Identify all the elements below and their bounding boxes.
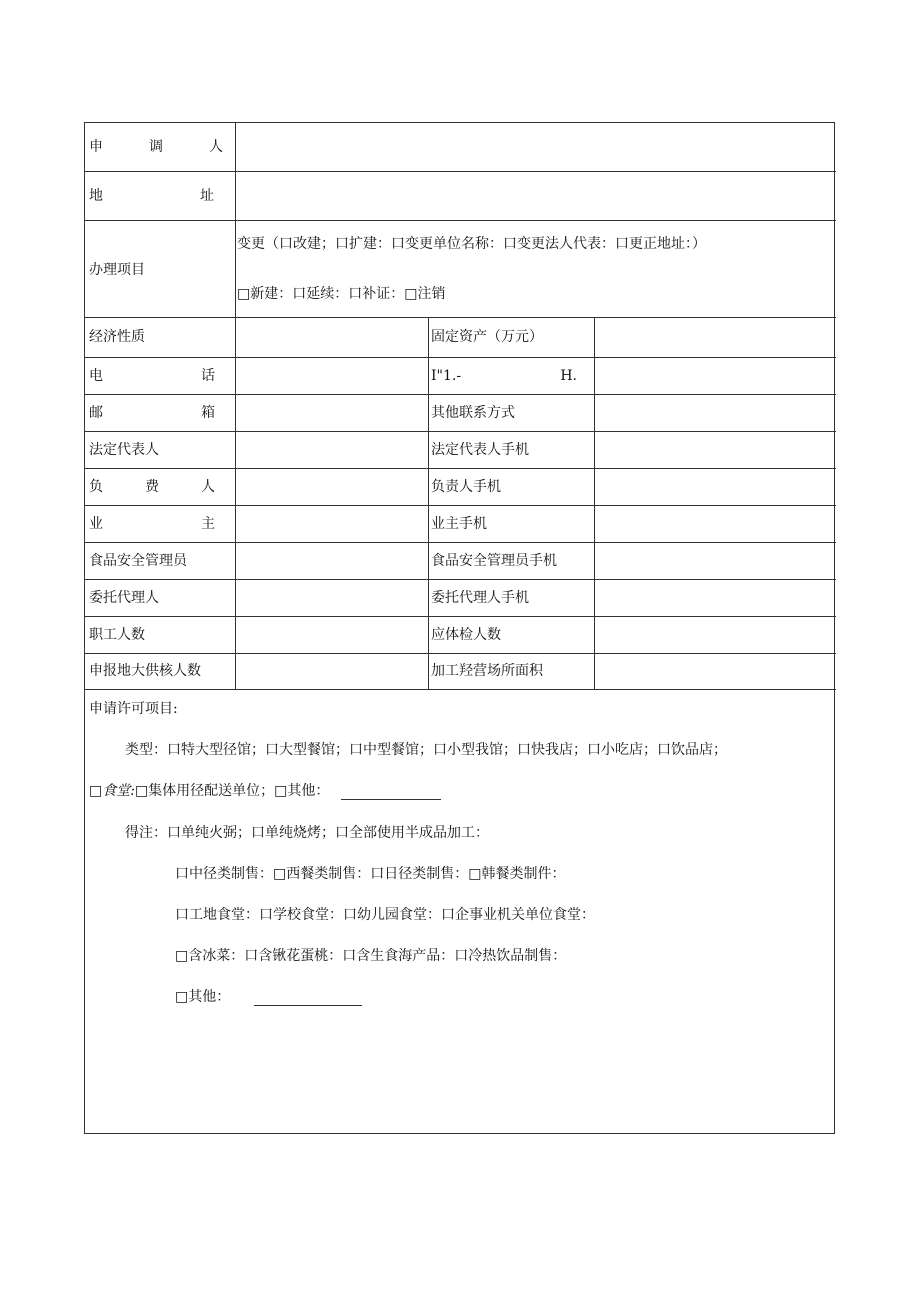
canteen-prefix: □食堂: xyxy=(89,783,135,799)
row-7-label: 委托代理人 xyxy=(89,590,159,606)
row-1-label xyxy=(89,367,215,385)
row-4-right-value[interactable] xyxy=(595,469,835,505)
row-9-right-label: 加工羟营场所面积 xyxy=(431,663,543,679)
row-4-right-label: 负责人手机 xyxy=(431,479,501,495)
label-char: 人 xyxy=(201,479,215,495)
label-char: 箱 xyxy=(201,405,215,421)
row-1-value[interactable] xyxy=(236,358,428,394)
row-5-label xyxy=(89,515,215,533)
label-char: 业 xyxy=(89,516,103,532)
row-1-right-label xyxy=(431,367,577,385)
label-char: 费 xyxy=(145,479,159,495)
item-label: 办理项目 xyxy=(89,262,145,278)
row-3-label: 法定代表人 xyxy=(89,442,159,458)
label-char: 话 xyxy=(201,368,215,384)
row-7-right-label: 委托代理人手机 xyxy=(431,590,529,606)
row-3-value[interactable] xyxy=(236,432,428,468)
row-7-right-value[interactable] xyxy=(595,580,835,616)
divider xyxy=(85,220,836,221)
label-char: 主 xyxy=(201,516,215,532)
row-4-value[interactable] xyxy=(236,469,428,505)
row-0-label: 经济性质 xyxy=(89,329,145,345)
applicant-label: 申调人 xyxy=(89,139,269,155)
remarks-cuisine[interactable]: 口中径类制售：□西餐类制售：口日径类制售：□韩餐类制件： xyxy=(175,866,566,882)
row-2-right-label: 其他联系方式 xyxy=(431,405,515,421)
divider xyxy=(85,689,836,690)
label-char: I"1.- xyxy=(431,368,462,384)
row-9-value[interactable] xyxy=(236,654,428,689)
permit-canteen[interactable] xyxy=(89,782,441,800)
item-options-new[interactable]: □新建：口延续：口补证：□注销 xyxy=(237,286,446,302)
label-char: 邮 xyxy=(89,405,103,421)
permit-types[interactable]: 类型：口特大型径馆；口大型餐馆；口中型餐馆；口小型我馆；口快我店；口小吃店；口饮品店； xyxy=(125,742,727,758)
row-8-label: 职工人数 xyxy=(89,627,145,643)
permit-title: 申请许可项目: xyxy=(89,701,178,717)
row-6-value[interactable] xyxy=(236,543,428,579)
row-2-value[interactable] xyxy=(236,395,428,431)
row-6-right-label: 食品安全管理员手机 xyxy=(431,553,557,569)
permit-remarks[interactable]: 得注：口单纯火弼；口单纯烧烤；口全部使用半成品加工： xyxy=(125,825,489,841)
remarks-other-label: □其他： xyxy=(175,989,231,1005)
row-2-label xyxy=(89,404,215,422)
row-5-right-label: 业主手机 xyxy=(431,516,487,532)
row-4-label xyxy=(89,478,215,496)
remarks-special-foods[interactable]: □含冰菜：口含锹花蛋桃：口含生食海产品：口冷热饮品制售： xyxy=(175,948,567,964)
address-value[interactable] xyxy=(236,172,835,220)
row-8-right-value[interactable] xyxy=(595,617,835,653)
row-0-right-value[interactable] xyxy=(595,318,835,357)
row-3-right-label: 法定代表人手机 xyxy=(431,442,529,458)
address-label: 地址 xyxy=(89,188,311,204)
row-6-right-value[interactable] xyxy=(595,543,835,579)
row-0-right-label: 固定资产（万元） xyxy=(431,329,543,345)
divider xyxy=(428,317,429,689)
applicant-value[interactable] xyxy=(236,123,835,171)
row-8-value[interactable] xyxy=(236,617,428,653)
application-form xyxy=(84,122,835,1134)
canteen-rest: □集体用径配送单位；□其他： xyxy=(134,783,330,799)
row-2-right-value[interactable] xyxy=(595,395,835,431)
row-5-value[interactable] xyxy=(236,506,428,542)
remarks-other[interactable] xyxy=(175,988,362,1006)
remarks-canteen-types[interactable]: 口工地食堂：口学校食堂：口幼儿园食堂：口企事业机关单位食堂： xyxy=(175,907,595,923)
row-7-value[interactable] xyxy=(236,580,428,616)
row-5-right-value[interactable] xyxy=(595,506,835,542)
row-0-value[interactable] xyxy=(236,318,428,357)
row-9-label: 申报地大供核人数 xyxy=(89,663,201,679)
row-6-label: 食品安全管理员 xyxy=(89,553,187,569)
row-1-right-value[interactable] xyxy=(595,358,835,394)
label-char: H. xyxy=(560,368,577,384)
label-char: 负 xyxy=(89,479,103,495)
remarks-other-blank[interactable] xyxy=(254,993,362,1006)
label-char: 电 xyxy=(89,368,103,384)
row-8-right-label: 应体检人数 xyxy=(431,627,501,643)
row-9-right-value[interactable] xyxy=(595,654,835,689)
item-options-change[interactable]: 变更（口改建；口扩建：口变更单位名称：口变更法人代表：口更正地址：） xyxy=(237,236,706,252)
canteen-other-blank[interactable] xyxy=(341,787,441,800)
row-3-right-value[interactable] xyxy=(595,432,835,468)
